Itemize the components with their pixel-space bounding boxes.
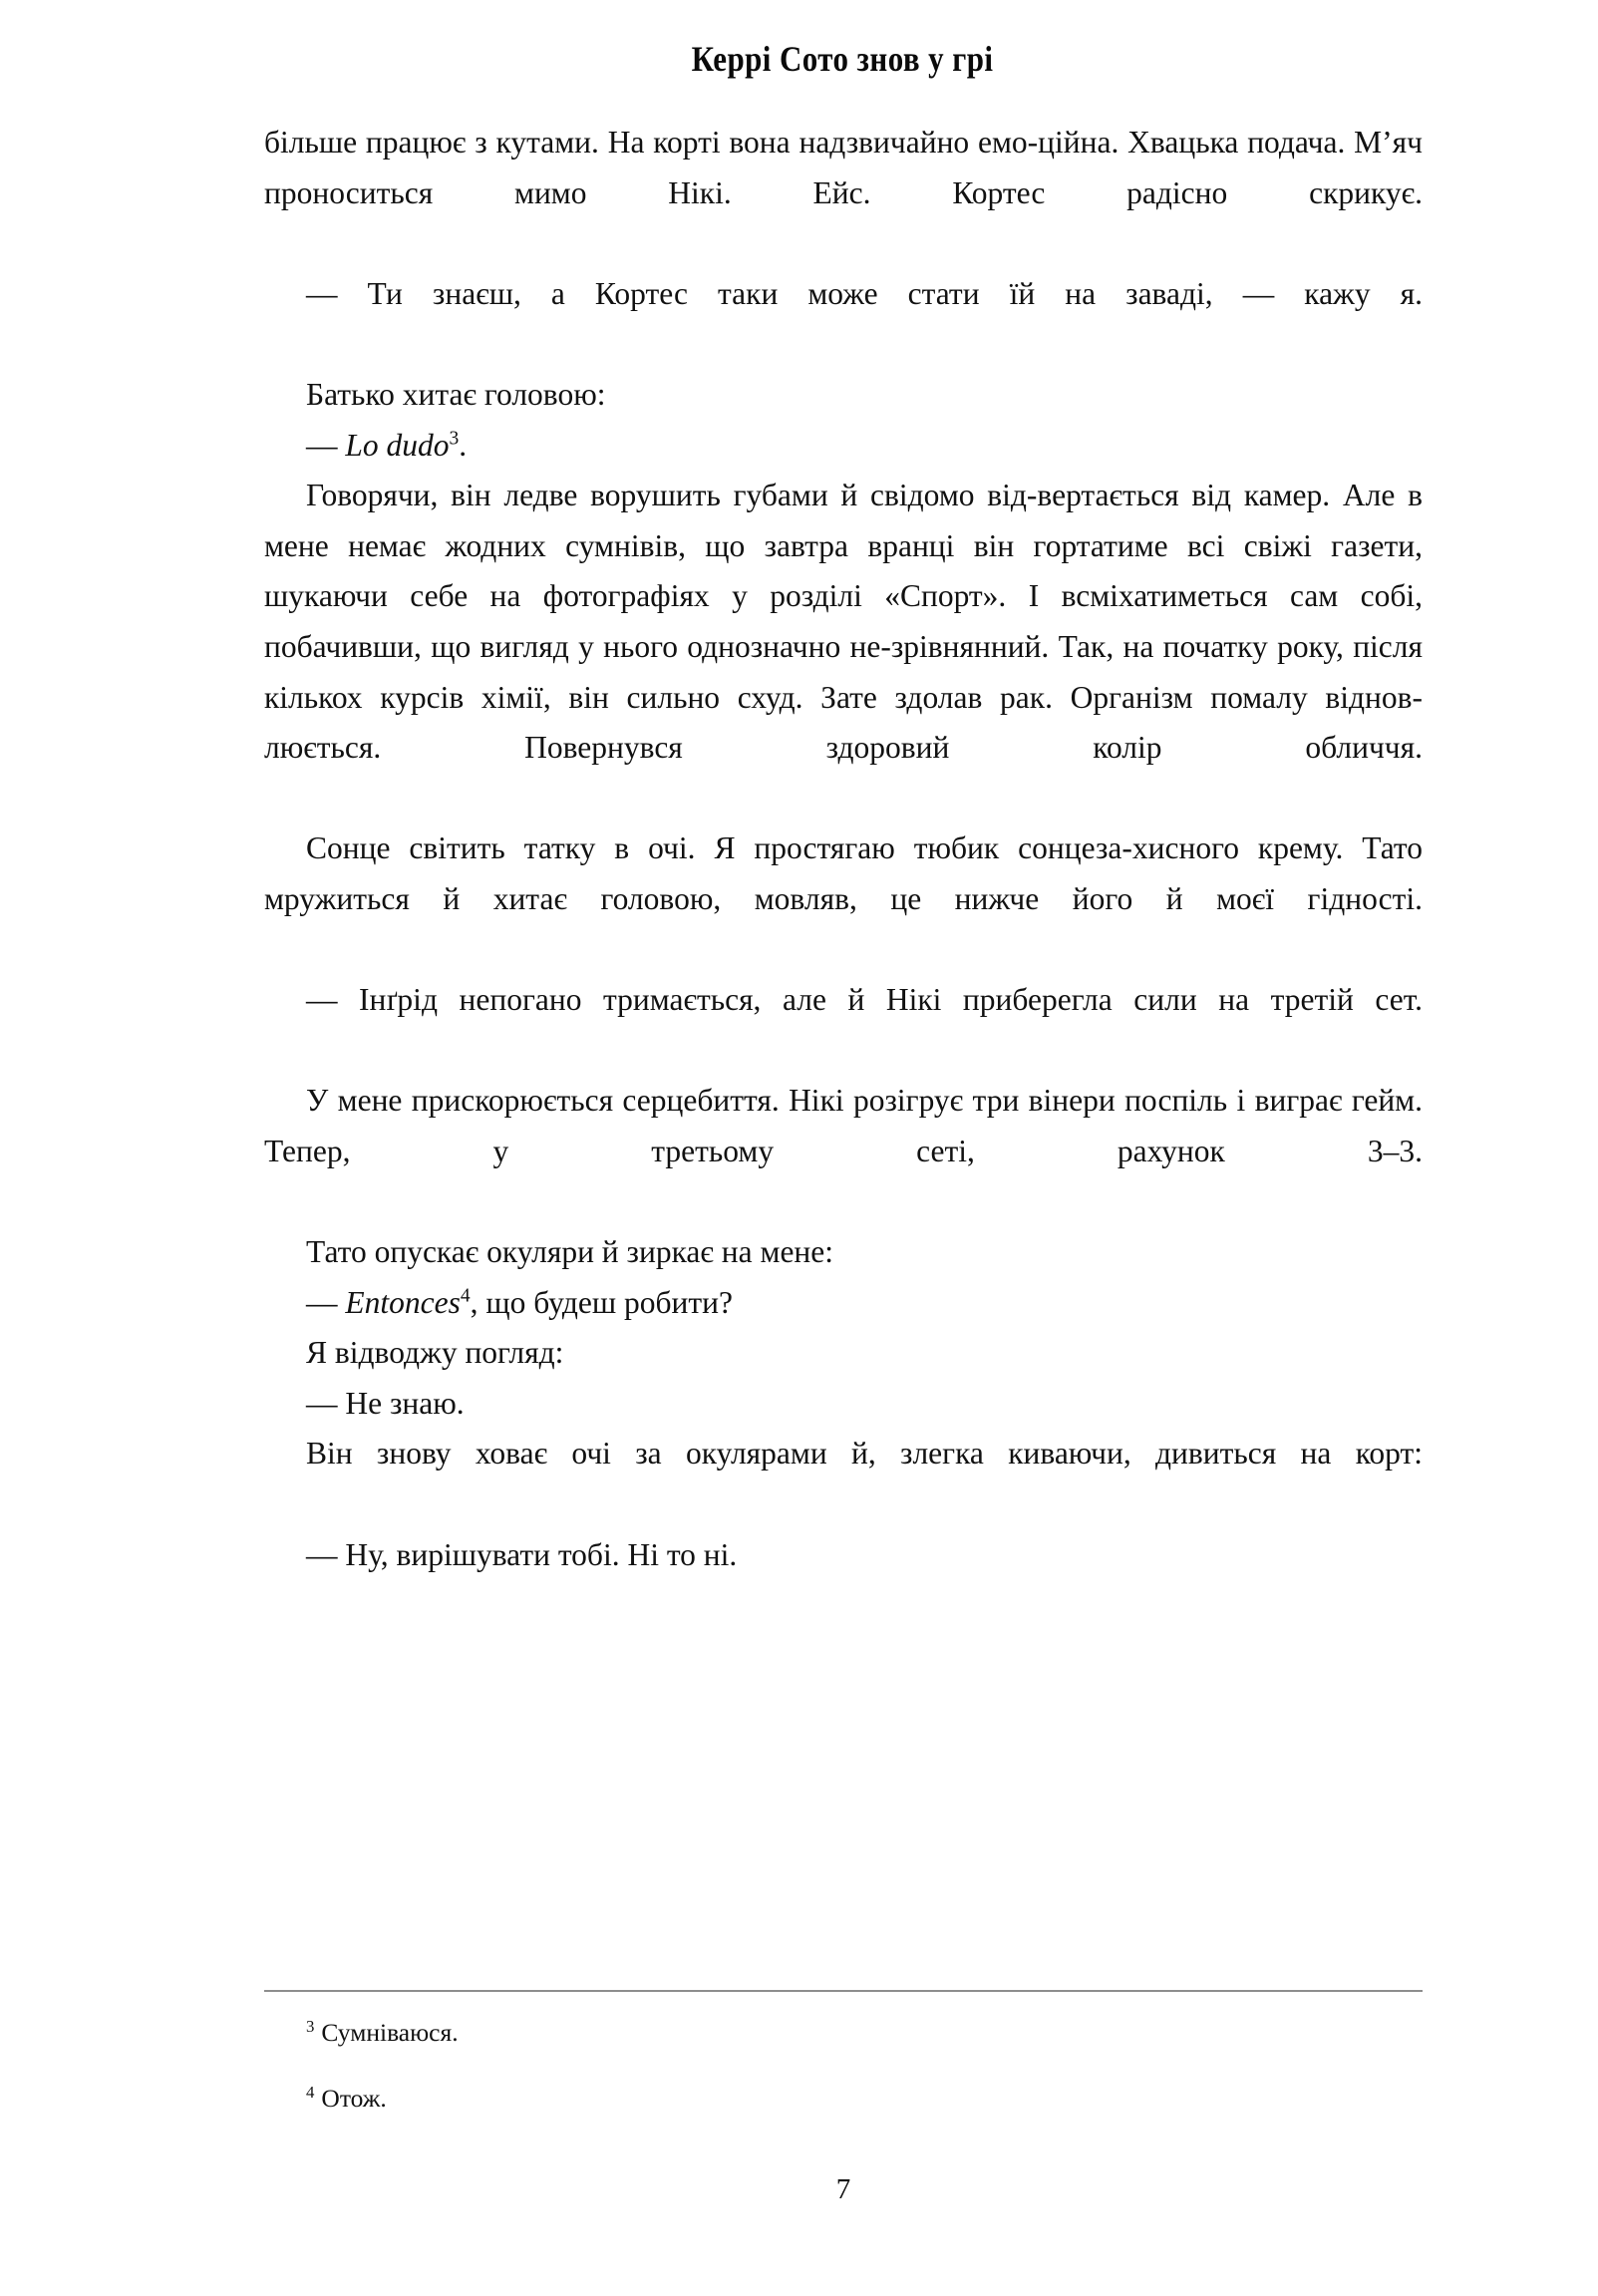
page-number: 7 bbox=[835, 2173, 851, 2205]
foreign-phrase-lo-dudo: Lo dudo bbox=[345, 427, 450, 463]
paragraph-text: Він знову ховає очі за окулярами й, злегка киваючи, дивиться на корт: bbox=[306, 1436, 1423, 1472]
footnote-marker-4: 4 bbox=[460, 1285, 471, 1307]
paragraph-13 bbox=[264, 1429, 1423, 1529]
paragraph-3 bbox=[264, 370, 1423, 421]
paragraph-text: Я відводжу погляд: bbox=[306, 1335, 564, 1371]
paragraph-text: — Ти знаєш, а Кортес таки може стати їй на заваді, — кажу я. bbox=[306, 275, 1423, 311]
paragraph-9 bbox=[264, 1227, 1423, 1278]
paragraph-suffix: , що будеш робити? bbox=[470, 1284, 733, 1320]
running-head: Керрі Сото знов у грі bbox=[691, 39, 994, 79]
paragraph-text: — Не знаю. bbox=[306, 1385, 465, 1421]
body-text-block bbox=[264, 118, 1423, 1580]
paragraph-text: більше працює з кутами. На корті вона надзвичайно емо-ційна. Хвацька подача. М’яч проноситься мимо Нікі. Ейс. Кортес радісно скрикує. bbox=[264, 125, 1423, 210]
paragraph-text: — Інґрід непогано тримається, але й Нікі приберегла сили на третій сет. bbox=[306, 982, 1423, 1018]
paragraph-suffix: . bbox=[459, 427, 468, 463]
paragraph-7 bbox=[264, 975, 1423, 1076]
paragraph-11 bbox=[264, 1328, 1423, 1379]
paragraph-2 bbox=[264, 269, 1423, 370]
paragraph-8 bbox=[264, 1076, 1423, 1227]
paragraph-text: Батько хитає головою: bbox=[306, 376, 606, 412]
footnote-marker-3: 3 bbox=[449, 428, 460, 450]
dash-prefix: — bbox=[306, 427, 346, 463]
paragraph-10-foreign-entonces bbox=[264, 1278, 1423, 1329]
footnote-item-4 bbox=[264, 2082, 1423, 2116]
footnote-separator-rule bbox=[264, 1990, 1423, 1992]
paragraph-14 bbox=[264, 1530, 1423, 1581]
paragraph-4-foreign-lo-dudo bbox=[264, 421, 1423, 472]
paragraph-12 bbox=[264, 1379, 1423, 1430]
paragraph-text: — Ну, вирішувати тобі. Ні то ні. bbox=[306, 1536, 738, 1572]
paragraph-1 bbox=[264, 118, 1423, 269]
paragraph-5 bbox=[264, 471, 1423, 823]
paragraph-text: У мене прискорюється серцебиття. Нікі розігрує три вінери поспіль і виграє гейм. Тепер, у третьому сеті, рахунок 3–3. bbox=[264, 1083, 1423, 1168]
footnote-number-3: 3 bbox=[306, 2016, 315, 2036]
footnote-item-3 bbox=[264, 2016, 1423, 2050]
paragraph-text: Сонце світить татку в очі. Я простягаю тюбик сонцеза-хисного крему. Тато мружиться й хитає головою, мовляв, це нижче його й моєї гідності. bbox=[264, 830, 1423, 916]
paragraph-text: Говорячи, він ледве ворушить губами й свідомо від-вертається від камер. Але в мене немає жодних сумнівів, що завтра вранці він гортатиме всі свіжі газети, шукаючи себе на фотографіях у розділі «Спорт». І всміхатиметься сам собі, побачивши, що вигляд у нього однозначно не-зрівнянний. Так, на початку року, після кількох курсів хімії, він сильно схуд. Зате здолав рак. Організм помалу віднов-люється. Повернувся здоровий колір обличчя. bbox=[264, 478, 1423, 766]
foreign-phrase-entonces: Entonces bbox=[345, 1284, 461, 1320]
footnote-text: Отож. bbox=[321, 2084, 387, 2113]
footnote-text: Сумніваюся. bbox=[321, 2018, 459, 2047]
dash-prefix: — bbox=[306, 1284, 346, 1320]
footnotes-block bbox=[264, 2016, 1423, 2147]
paragraph-6 bbox=[264, 823, 1423, 975]
paragraph-text: Тато опускає окуляри й зиркає на мене: bbox=[306, 1234, 834, 1270]
footnote-number-4: 4 bbox=[306, 2082, 315, 2102]
